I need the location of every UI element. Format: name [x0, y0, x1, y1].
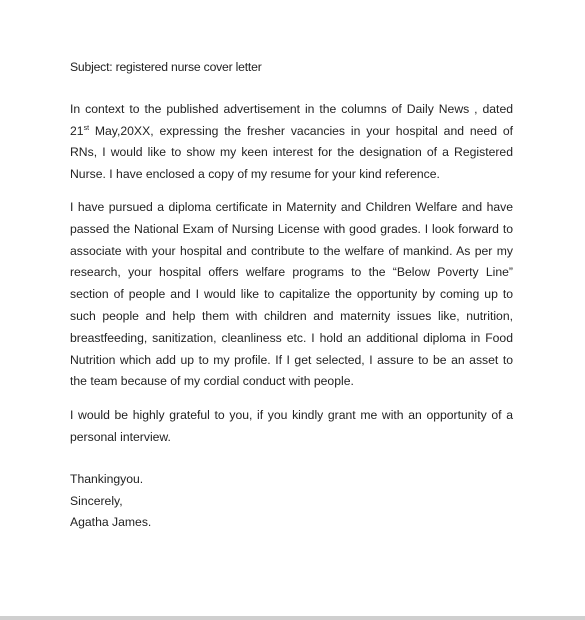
subject-line: Subject: registered nurse cover letter: [70, 60, 262, 74]
closing-thanks: Thankingyou.: [70, 471, 144, 486]
date-ordinal-suffix: st: [83, 124, 90, 132]
paragraph-intro-text-1: In context to the published advertisement in the columns of Daily News , dated 21: [70, 101, 513, 138]
paragraph-intro: [70, 99, 513, 186]
paragraph-qualifications: I have pursued a diploma certificate in Maternity and Children Welfare and have passed the National Exam of Nursing License with good grades. I look forward to associate with your hospital and contribute to the welfare of mankind. As per my research, your hospital offers welfare programs to the “Below Poverty Line” section of people and I would like to capitalize the opportunity by coming up to such people and help them with children and maternity issues like, nutrition, breastfeeding, sanitization, cleanliness etc. I hold an additional diploma in Food Nutrition which add up to my profile. If I get selected, I assure to be an asset to the team because of my cordial conduct with people.: [70, 199, 513, 389]
paragraph-interview-request: I would be highly grateful to you, if you kindly grant me with an opportunity of a personal interview.: [70, 408, 513, 444]
signature-name: Agatha James.: [70, 515, 152, 530]
paragraph-intro-text-2: May,20XX, expressing the fresher vacancies in your hospital and need of RNs, I would like to show my keen interest for the designation of a Registered Nurse. I have enclosed a copy of my resume for your kind reference.: [70, 123, 513, 182]
cover-letter: [70, 57, 513, 534]
page-bottom-border: [0, 616, 585, 620]
closing-sign-off: Sincerely,: [70, 493, 123, 508]
